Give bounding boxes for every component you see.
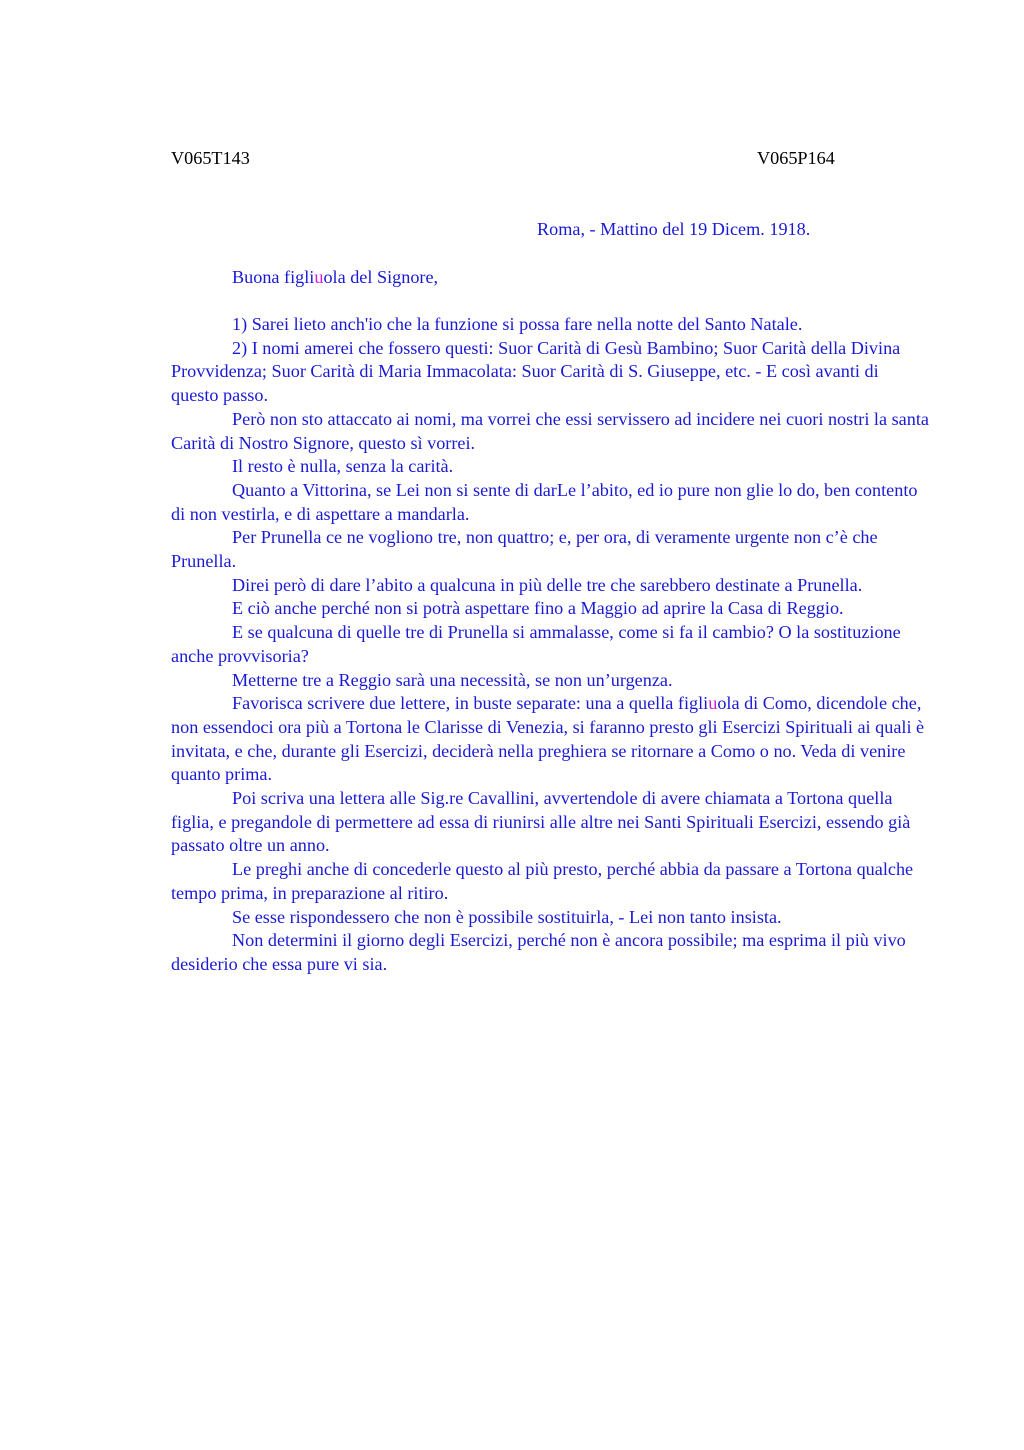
- document-code-right: V065P164: [757, 148, 835, 168]
- como-part2: ola di Como, dicendole che, non essendoci ora più a Tortona le Clarisse di Venezia, si faranno presto gli Esercizi Spirituali ai quali è invitata, e che, durante gli Esercizi, deciderà nella preghiera se ritornare a Como o no. Veda di venire quanto prima.: [171, 693, 925, 785]
- salutation-highlight: u: [314, 267, 324, 287]
- como-highlight: u: [708, 693, 718, 714]
- letter-body: [171, 313, 929, 977]
- paragraph: Le preghi anche di concederle questo al più presto, perché abbia da passare a Tortona qualche tempo prima, in preparazione al ritiro.: [171, 859, 914, 903]
- letter-dateline: Roma, - Mattino del 19 Dicem. 1918.: [537, 219, 811, 239]
- paragraph: E se qualcuna di quelle tre di Prunella si ammalasse, come si fa il cambio? O la sostituzione anche provvisoria?: [171, 622, 901, 666]
- paragraph: E ciò anche perché non si potrà aspettare fino a Maggio ad aprire la Casa di Reggio.: [232, 598, 844, 619]
- paragraph: Quanto a Vittorina, se Lei non si sente di darLe l’abito, ed io pure non glie lo do, ben contento di non vestirla, e di aspettare a mandarla.: [171, 479, 918, 524]
- paragraph: Metterne tre a Reggio sarà una necessità, se non un’urgenza.: [232, 669, 673, 690]
- salutation-part2: ola del Signore,: [323, 267, 439, 287]
- paragraph: Direi però di dare l’abito a qualcuna in più delle tre che sarebbero destinate a Prunella.: [232, 574, 863, 595]
- salutation-part1: Buona figli: [232, 267, 315, 287]
- paragraph: 1) Sarei lieto anch'io che la funzione si possa fare nella notte del Santo Natale.: [232, 314, 803, 334]
- paragraph: 2) I nomi amerei che fossero questi: Suor Carità di Gesù Bambino; Suor Carità della Divina Provvidenza; Suor Carità di Maria Immacolata: Suor Carità di S. Giuseppe, etc. - E così avanti di questo passo.: [171, 337, 901, 406]
- letter-salutation: [232, 266, 438, 288]
- como-part1: Favorisca scrivere due lettere, in buste separate: una a quella figli: [232, 693, 709, 714]
- document-code-left: V065T143: [171, 148, 250, 168]
- paragraph: Per Prunella ce ne vogliono tre, non quattro; e, per ora, di veramente urgente non c’è che Prunella.: [171, 527, 878, 572]
- paragraph: Il resto è nulla, senza la carità.: [232, 456, 454, 477]
- paragraph: Però non sto attaccato ai nomi, ma vorrei che essi servissero ad incidere nei cuori nostri la santa Carità di Nostro Signore, questo sì vorrei.: [171, 408, 929, 453]
- paragraph: Non determini il giorno degli Esercizi, perché non è ancora possibile; ma esprima il più vivo desiderio che essa pure vi sia.: [171, 930, 906, 974]
- paragraph-como: [171, 692, 929, 787]
- paragraph: Poi scriva una lettera alle Sig.re Cavallini, avvertendole di avere chiamata a Tortona quella figlia, e pregandole di permettere ad essa di riunirsi alle altre nei Santi Spirituali Esercizi, essendo già passato oltre un anno.: [171, 788, 911, 856]
- paragraph: Se esse rispondessero che non è possibile sostituirla, - Lei non tanto insista.: [232, 906, 782, 927]
